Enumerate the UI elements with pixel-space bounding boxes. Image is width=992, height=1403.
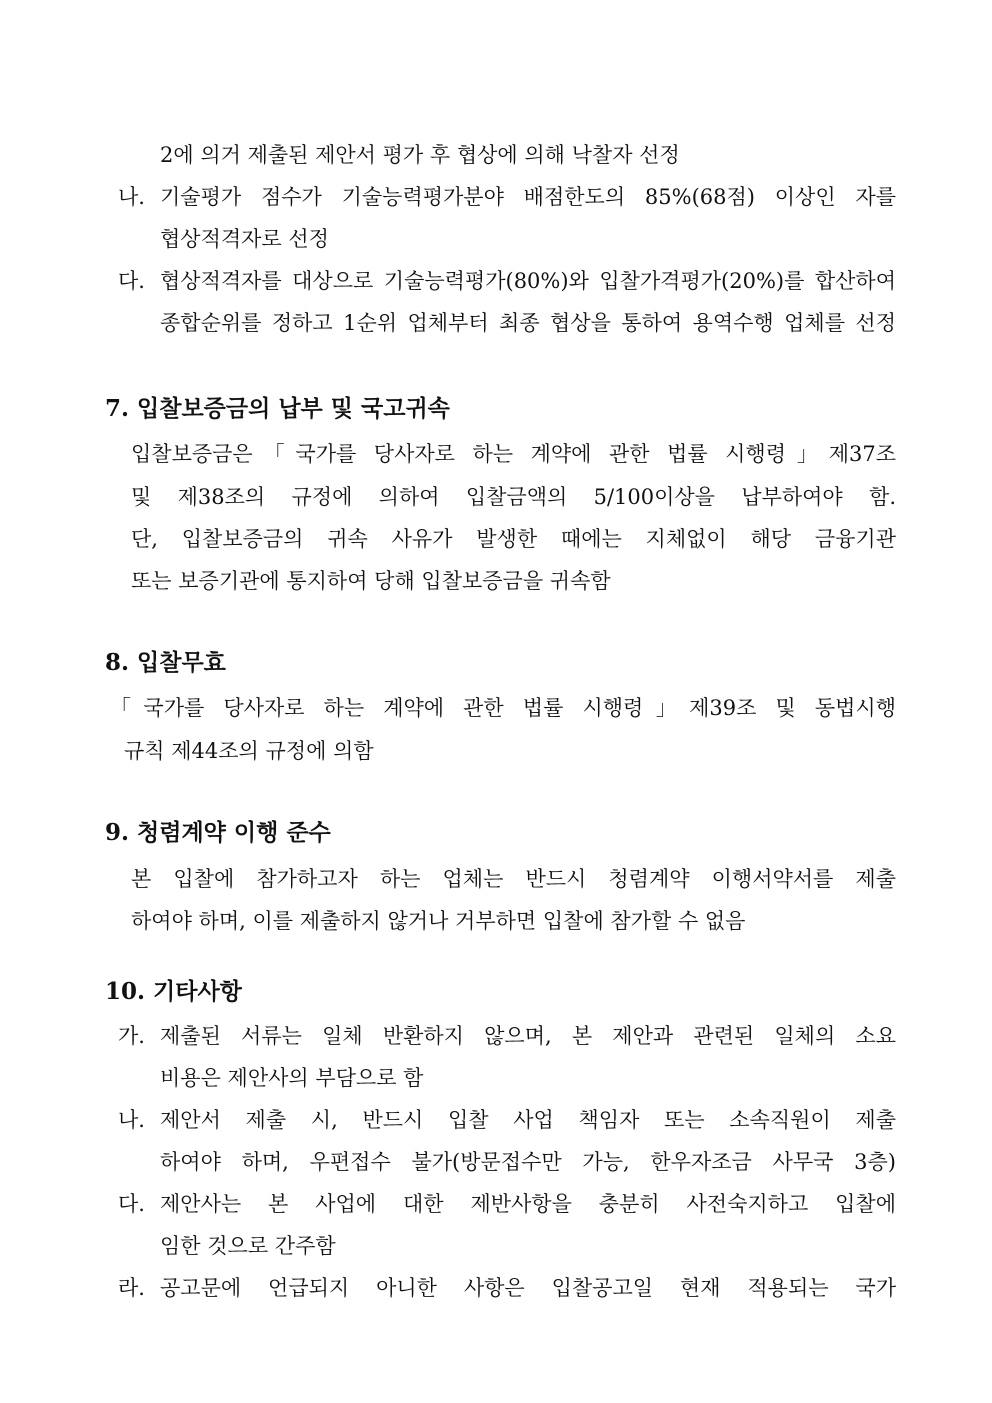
- item-text: 협상적격자를 대상으로 기술능력평가(80%)와 입찰가격평가(20%)를 합산하여: [160, 269, 896, 293]
- section7-line: 단, 입찰보증금의 귀속 사유가 발생한 때에는 지체없이 해당 금융기관: [131, 527, 896, 551]
- section10-item-na-cont: 하여야 하며, 우편접수 불가(방문접수만 가능, 한우자조금 사무국 3층): [160, 1150, 896, 1174]
- section10-item-ga: [0, 1022, 992, 1050]
- section7-title: 7. 입찰보증금의 납부 및 국고귀속: [105, 395, 450, 422]
- section8-title: 8. 입찰무효: [105, 649, 226, 676]
- section10-item-da-cont: 임한 것으로 간주함: [160, 1234, 336, 1258]
- section8-line: 「국가를 당사자로 하는 계약에 관한 법률 시행령」제39조 및 동법시행: [110, 696, 896, 720]
- section7-line: 또는 보증기관에 통지하여 당해 입찰보증금을 귀속함: [131, 569, 611, 593]
- item-marker: 다.: [118, 269, 145, 293]
- item-text: 공고문에 언급되지 아니한 사항은 입찰공고일 현재 적용되는 국가: [160, 1276, 896, 1300]
- section7-line: 입찰보증금은「국가를 당사자로 하는 계약에 관한 법률 시행령」제37조: [131, 442, 896, 466]
- item-marker: 나.: [118, 185, 145, 209]
- section10-item-na: [0, 1106, 992, 1134]
- item-marker: 가.: [118, 1024, 145, 1048]
- section6-item-da-cont: 종합순위를 정하고 1순위 업체부터 최종 협상을 통하여 용역수행 업체를 선정: [160, 311, 896, 335]
- section7-line: 및 제38조의 규정에 의하여 입찰금액의 5/100이상을 납부하여야 함.: [131, 485, 896, 509]
- item-marker: 라.: [118, 1276, 145, 1300]
- item-text: 제안사는 본 사업에 대한 제반사항을 충분히 사전숙지하고 입찰에: [160, 1192, 896, 1216]
- section10-item-ga-cont: 비용은 제안사의 부담으로 함: [160, 1066, 424, 1090]
- section6-item-na-cont: 협상적격자로 선정: [160, 227, 329, 251]
- section9-line: 본 입찰에 참가하고자 하는 업체는 반드시 청렴계약 이행서약서를 제출: [131, 867, 896, 891]
- item-text: 제출된 서류는 일체 반환하지 않으며, 본 제안과 관련된 일체의 소요: [160, 1024, 896, 1048]
- item-marker: 다.: [118, 1192, 145, 1216]
- item-text: 기술평가 점수가 기술능력평가분야 배점한도의 85%(68점) 이상인 자를: [160, 185, 896, 209]
- section9-line: 하여야 하며, 이를 제출하지 않거나 거부하면 입찰에 참가할 수 없음: [131, 909, 746, 933]
- section8-line: 규칙 제44조의 규정에 의함: [124, 739, 374, 763]
- section9-title: 9. 청렴계약 이행 준수: [105, 819, 331, 846]
- section6-line: 2에 의거 제출된 제안서 평가 후 협상에 의해 낙찰자 선정: [160, 143, 680, 167]
- section6-item-da: [0, 267, 992, 295]
- item-marker: 나.: [118, 1108, 145, 1132]
- section10-title: 10. 기타사항: [105, 978, 242, 1005]
- section10-item-ra: [0, 1274, 992, 1302]
- section10-item-da: [0, 1190, 992, 1218]
- item-text: 제안서 제출 시, 반드시 입찰 사업 책임자 또는 소속직원이 제출: [160, 1108, 896, 1132]
- section6-item-na: [0, 183, 992, 211]
